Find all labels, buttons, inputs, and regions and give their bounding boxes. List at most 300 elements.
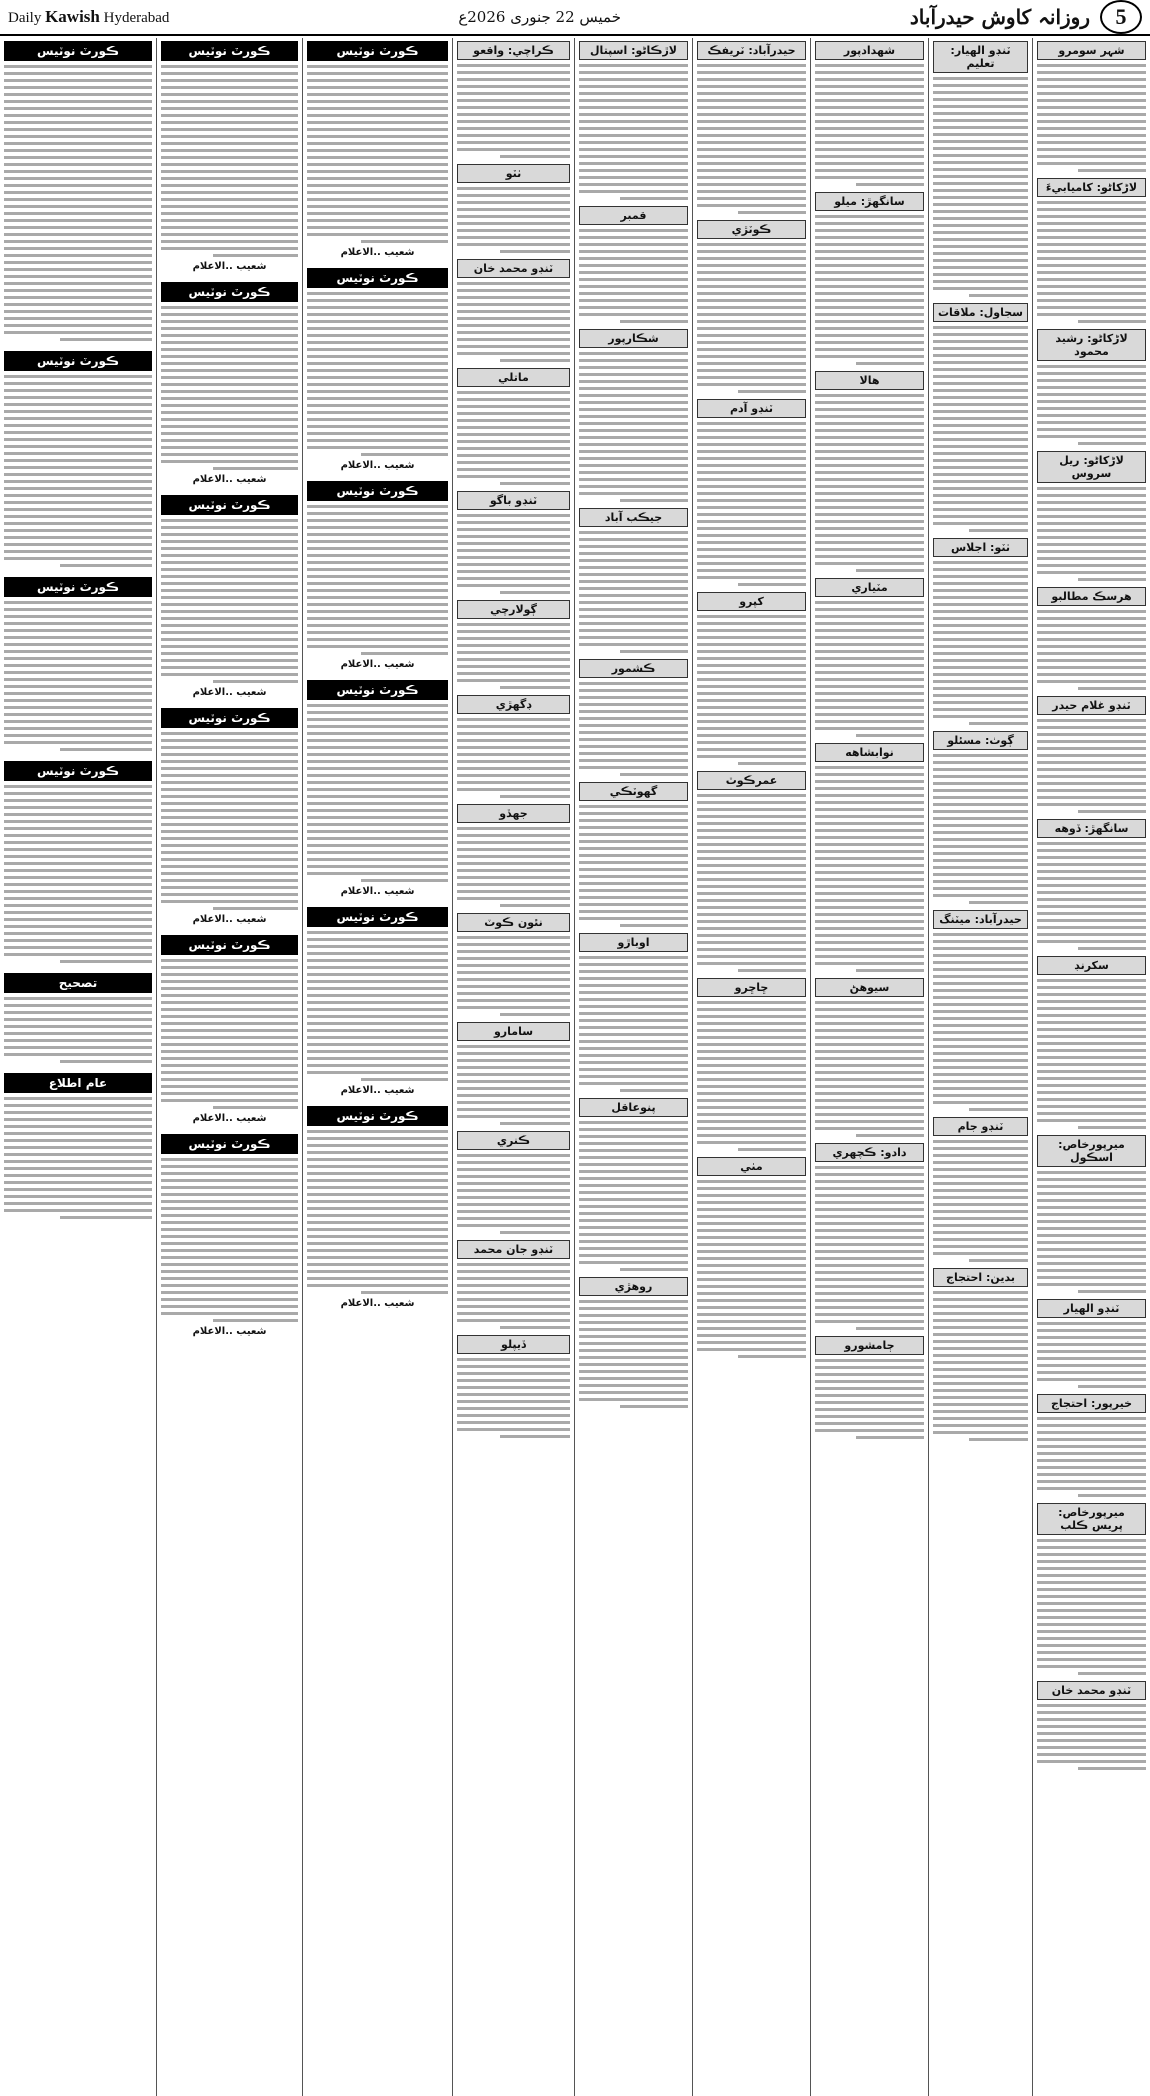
- text-line: [697, 457, 806, 460]
- text-line: [697, 650, 806, 653]
- text-line: [579, 285, 688, 288]
- news-article: [815, 41, 924, 186]
- text-line: [579, 1170, 688, 1173]
- article-headline: ڊگهڙي: [457, 695, 570, 714]
- text-line: [815, 334, 924, 337]
- notice-signature: شعيب ..الاعلام: [192, 1326, 267, 1337]
- text-line: [933, 975, 1028, 978]
- text-line: [697, 362, 806, 365]
- text-line: [1037, 1438, 1146, 1441]
- text-line: [815, 1257, 924, 1260]
- text-line: [579, 998, 688, 1001]
- text-line: [697, 899, 806, 902]
- text-line: [307, 1207, 448, 1210]
- text-line: [457, 1400, 570, 1403]
- text-line: [307, 1256, 448, 1259]
- article-body: [1037, 1322, 1146, 1388]
- text-line: [579, 78, 688, 81]
- text-line: [307, 725, 448, 728]
- article-body: [579, 64, 688, 200]
- text-line: [1037, 1595, 1146, 1598]
- text-line: [161, 233, 298, 236]
- news-column: [692, 38, 810, 2096]
- text-line: [933, 1333, 1028, 1336]
- text-line: [620, 499, 688, 502]
- text-line: [815, 836, 924, 839]
- article-body: [579, 805, 688, 927]
- text-line: [1037, 1206, 1146, 1209]
- text-line: [161, 900, 298, 903]
- text-line: [815, 636, 924, 639]
- text-line: [933, 466, 1028, 469]
- text-line: [933, 424, 1028, 427]
- article-headline: لاڙڪاڻو: اسپتال: [579, 41, 688, 60]
- text-line: [1037, 571, 1146, 574]
- article-body: [161, 1158, 298, 1322]
- text-line: [933, 1291, 1028, 1294]
- text-line: [933, 1094, 1028, 1097]
- text-line: [579, 278, 688, 281]
- text-line: [1037, 1220, 1146, 1223]
- text-line: [933, 1217, 1028, 1220]
- text-line: [4, 515, 152, 518]
- text-line: [1037, 645, 1146, 648]
- text-line: [815, 671, 924, 674]
- text-line: [457, 978, 570, 981]
- text-line: [4, 135, 152, 138]
- text-line: [933, 259, 1028, 262]
- text-line: [161, 1071, 298, 1074]
- text-line: [307, 802, 448, 805]
- text-line: [4, 494, 152, 497]
- text-line: [697, 1306, 806, 1309]
- text-line: [815, 622, 924, 625]
- article-body: [579, 1300, 688, 1408]
- text-line: [933, 933, 1028, 936]
- text-line: [161, 1036, 298, 1039]
- text-line: [161, 1298, 298, 1301]
- text-line: [307, 1284, 448, 1287]
- text-line: [457, 827, 570, 830]
- text-line: [1037, 1431, 1146, 1434]
- text-line: [579, 176, 688, 179]
- text-line: [161, 526, 298, 529]
- text-line: [697, 1120, 806, 1123]
- text-line: [697, 1001, 806, 1004]
- text-line: [4, 834, 152, 837]
- text-line: [4, 212, 152, 215]
- text-line: [1037, 299, 1146, 302]
- text-line: [1037, 673, 1146, 676]
- text-line: [933, 1052, 1028, 1055]
- text-line: [457, 584, 570, 587]
- text-line: [161, 1008, 298, 1011]
- text-line: [1037, 1466, 1146, 1469]
- text-line: [307, 865, 448, 868]
- text-line: [815, 320, 924, 323]
- text-line: [4, 678, 152, 681]
- text-line: [4, 720, 152, 723]
- notice-title: ڪورٽ نوٽيس: [4, 351, 152, 371]
- text-line: [307, 299, 448, 302]
- text-line: [933, 1189, 1028, 1192]
- text-line: [307, 121, 448, 124]
- article-headline: ميرپورخاص: اسڪول: [1037, 1135, 1146, 1167]
- text-line: [4, 806, 152, 809]
- text-line: [933, 687, 1028, 690]
- text-line: [579, 559, 688, 562]
- text-line: [4, 303, 152, 306]
- text-line: [697, 1222, 806, 1225]
- text-line: [161, 1092, 298, 1095]
- text-line: [697, 1127, 806, 1130]
- text-line: [161, 753, 298, 756]
- text-line: [161, 142, 298, 145]
- text-line: [933, 894, 1028, 897]
- text-line: [579, 1342, 688, 1345]
- text-line: [933, 126, 1028, 129]
- text-line: [307, 987, 448, 990]
- text-line: [697, 794, 806, 797]
- text-line: [161, 79, 298, 82]
- text-line: [1078, 169, 1146, 172]
- text-line: [1037, 1546, 1146, 1549]
- text-line: [161, 624, 298, 627]
- text-line: [161, 383, 298, 386]
- masthead: [0, 0, 1150, 36]
- text-line: [815, 1401, 924, 1404]
- text-line: [815, 78, 924, 81]
- text-line: [697, 1341, 806, 1344]
- text-line: [579, 1149, 688, 1152]
- text-line: [307, 973, 448, 976]
- text-line: [213, 254, 298, 257]
- text-line: [1037, 1658, 1146, 1661]
- text-line: [1037, 208, 1146, 211]
- text-line: [815, 1292, 924, 1295]
- notice-signature: شعيب ..الاعلام: [340, 659, 415, 670]
- text-line: [815, 1057, 924, 1060]
- text-line: [579, 1356, 688, 1359]
- article-headline: ڪوٽڙي: [697, 220, 806, 239]
- text-line: [1037, 1574, 1146, 1577]
- text-line: [815, 1359, 924, 1362]
- article-body: [933, 326, 1028, 532]
- article-headline: حيدرآباد: ٽريفڪ: [697, 41, 806, 60]
- text-line: [4, 86, 152, 89]
- news-article: [457, 804, 570, 907]
- text-line: [4, 289, 152, 292]
- text-line: [457, 1407, 570, 1410]
- text-line: [579, 1349, 688, 1352]
- text-line: [4, 727, 152, 730]
- text-line: [161, 987, 298, 990]
- text-line: [579, 833, 688, 836]
- text-line: [161, 418, 298, 421]
- text-line: [161, 966, 298, 969]
- text-line: [579, 1082, 688, 1085]
- text-line: [1037, 550, 1146, 553]
- text-line: [933, 340, 1028, 343]
- text-line: [307, 830, 448, 833]
- text-line: [933, 105, 1028, 108]
- text-line: [1037, 631, 1146, 634]
- text-line: [815, 1285, 924, 1288]
- article-headline: عمرڪوٽ: [697, 771, 806, 790]
- text-line: [4, 184, 152, 187]
- text-line: [579, 594, 688, 597]
- text-line: [307, 711, 448, 714]
- article-body: [933, 1291, 1028, 1441]
- text-line: [697, 313, 806, 316]
- text-line: [579, 696, 688, 699]
- text-line: [500, 482, 570, 485]
- text-line: [307, 823, 448, 826]
- text-line: [933, 494, 1028, 497]
- text-line: [697, 250, 806, 253]
- text-line: [815, 176, 924, 179]
- text-line: [815, 1050, 924, 1053]
- text-line: [1037, 1732, 1146, 1735]
- text-line: [1037, 1760, 1146, 1763]
- text-line: [579, 1321, 688, 1324]
- page-number: 5: [1100, 0, 1142, 34]
- article-body: [697, 64, 806, 214]
- text-line: [933, 754, 1028, 757]
- text-line: [307, 306, 448, 309]
- text-line: [933, 1245, 1028, 1248]
- text-line: [161, 100, 298, 103]
- text-line: [1037, 1276, 1146, 1279]
- text-line: [1037, 1665, 1146, 1668]
- text-line: [307, 86, 448, 89]
- article-headline: نوابشاهه: [815, 743, 924, 762]
- text-line: [457, 229, 570, 232]
- news-article: [933, 538, 1028, 725]
- text-line: [697, 264, 806, 267]
- text-line: [4, 1188, 152, 1191]
- text-line: [579, 457, 688, 460]
- text-line: [579, 250, 688, 253]
- text-line: [815, 1394, 924, 1397]
- text-line: [457, 950, 570, 953]
- text-line: [579, 443, 688, 446]
- text-line: [1037, 71, 1146, 74]
- text-line: [697, 1334, 806, 1337]
- text-line: [815, 222, 924, 225]
- text-line: [933, 231, 1028, 234]
- text-line: [933, 1203, 1028, 1206]
- text-line: [457, 426, 570, 429]
- text-line: [1037, 1322, 1146, 1325]
- text-line: [815, 71, 924, 74]
- paper-name: روزانہ کاوش حیدرآباد: [909, 5, 1090, 29]
- text-line: [161, 121, 298, 124]
- text-line: [815, 436, 924, 439]
- text-line: [856, 1134, 924, 1137]
- text-line: [697, 748, 806, 751]
- text-line: [4, 466, 152, 469]
- article-body: [1037, 1704, 1146, 1770]
- text-line: [307, 212, 448, 215]
- text-line: [933, 1305, 1028, 1308]
- text-line: [697, 99, 806, 102]
- text-line: [307, 226, 448, 229]
- text-line: [161, 1001, 298, 1004]
- text-line: [933, 161, 1028, 164]
- text-line: [1078, 687, 1146, 690]
- text-line: [1037, 529, 1146, 532]
- text-line: [500, 1013, 570, 1016]
- text-line: [4, 452, 152, 455]
- text-line: [307, 1001, 448, 1004]
- text-line: [4, 799, 152, 802]
- text-line: [457, 992, 570, 995]
- text-line: [933, 715, 1028, 718]
- text-line: [579, 436, 688, 439]
- notice-title: ڪورٽ نوٽيس: [4, 761, 152, 781]
- text-line: [1037, 1487, 1146, 1490]
- text-line: [307, 837, 448, 840]
- text-line: [620, 1089, 688, 1092]
- text-line: [933, 287, 1028, 290]
- text-line: [697, 355, 806, 358]
- text-line: [620, 197, 688, 200]
- text-line: [933, 961, 1028, 964]
- text-line: [161, 1085, 298, 1088]
- text-line: [307, 519, 448, 522]
- text-line: [1037, 775, 1146, 778]
- text-line: [1037, 1192, 1146, 1195]
- text-line: [1037, 1035, 1146, 1038]
- text-line: [697, 720, 806, 723]
- text-line: [933, 989, 1028, 992]
- text-line: [4, 1174, 152, 1177]
- text-line: [307, 198, 448, 201]
- article-body: [457, 936, 570, 1016]
- text-line: [697, 429, 806, 432]
- text-line: [969, 294, 1028, 297]
- text-line: [307, 149, 448, 152]
- text-line: [307, 739, 448, 742]
- text-line: [1037, 1539, 1146, 1542]
- text-line: [579, 1363, 688, 1366]
- text-line: [579, 373, 688, 376]
- text-line: [307, 952, 448, 955]
- text-line: [697, 320, 806, 323]
- article-body: [4, 375, 152, 567]
- text-line: [579, 643, 688, 646]
- text-line: [457, 1312, 570, 1315]
- text-line: [815, 1120, 924, 1123]
- text-line: [161, 1158, 298, 1161]
- text-line: [697, 278, 806, 281]
- text-line: [697, 285, 806, 288]
- text-line: [697, 941, 806, 944]
- text-line: [579, 812, 688, 815]
- text-line: [697, 906, 806, 909]
- text-line: [697, 1180, 806, 1183]
- article-body: [307, 1130, 448, 1294]
- text-line: [933, 224, 1028, 227]
- text-line: [579, 731, 688, 734]
- text-line: [579, 538, 688, 541]
- text-line: [579, 264, 688, 267]
- text-line: [933, 196, 1028, 199]
- article-headline: هرسڪ مطالبو: [1037, 587, 1146, 606]
- text-line: [4, 275, 152, 278]
- news-article: [933, 303, 1028, 532]
- text-line: [815, 1299, 924, 1302]
- text-line: [307, 313, 448, 316]
- text-line: [697, 1327, 806, 1330]
- text-line: [457, 732, 570, 735]
- news-article: [1037, 329, 1146, 445]
- text-line: [933, 140, 1028, 143]
- text-line: [1037, 1459, 1146, 1462]
- text-line: [697, 341, 806, 344]
- text-line: [697, 801, 806, 804]
- text-line: [1037, 1269, 1146, 1272]
- text-line: [697, 1320, 806, 1323]
- text-line: [815, 327, 924, 330]
- text-line: [697, 422, 806, 425]
- text-line: [1037, 92, 1146, 95]
- text-line: [1037, 1739, 1146, 1742]
- text-line: [579, 629, 688, 632]
- notice-title: تصحيح: [4, 973, 152, 993]
- text-line: [4, 869, 152, 872]
- text-line: [161, 1270, 298, 1273]
- court-notice: [4, 577, 152, 751]
- text-line: [697, 836, 806, 839]
- text-line: [815, 155, 924, 158]
- text-line: [457, 746, 570, 749]
- text-line: [457, 725, 570, 728]
- text-line: [933, 1168, 1028, 1171]
- text-line: [161, 652, 298, 655]
- text-line: [1037, 379, 1146, 382]
- text-line: [933, 708, 1028, 711]
- text-line: [60, 564, 152, 567]
- text-line: [697, 1208, 806, 1211]
- text-line: [933, 680, 1028, 683]
- news-article: [457, 164, 570, 253]
- news-article: [697, 1157, 806, 1358]
- text-line: [1037, 1329, 1146, 1332]
- text-line: [579, 1226, 688, 1229]
- text-line: [457, 405, 570, 408]
- text-line: [1037, 1000, 1146, 1003]
- article-body: [457, 187, 570, 253]
- article-body: [1037, 365, 1146, 445]
- text-line: [579, 120, 688, 123]
- text-line: [1037, 863, 1146, 866]
- text-line: [4, 1046, 152, 1049]
- text-line: [697, 734, 806, 737]
- text-line: [307, 1193, 448, 1196]
- article-headline: شهدادپور: [815, 41, 924, 60]
- text-line: [697, 506, 806, 509]
- text-line: [457, 570, 570, 573]
- text-line: [969, 1438, 1028, 1441]
- text-line: [457, 760, 570, 763]
- text-line: [815, 443, 924, 446]
- text-line: [4, 897, 152, 900]
- text-line: [815, 299, 924, 302]
- text-line: [457, 971, 570, 974]
- text-line: [1037, 740, 1146, 743]
